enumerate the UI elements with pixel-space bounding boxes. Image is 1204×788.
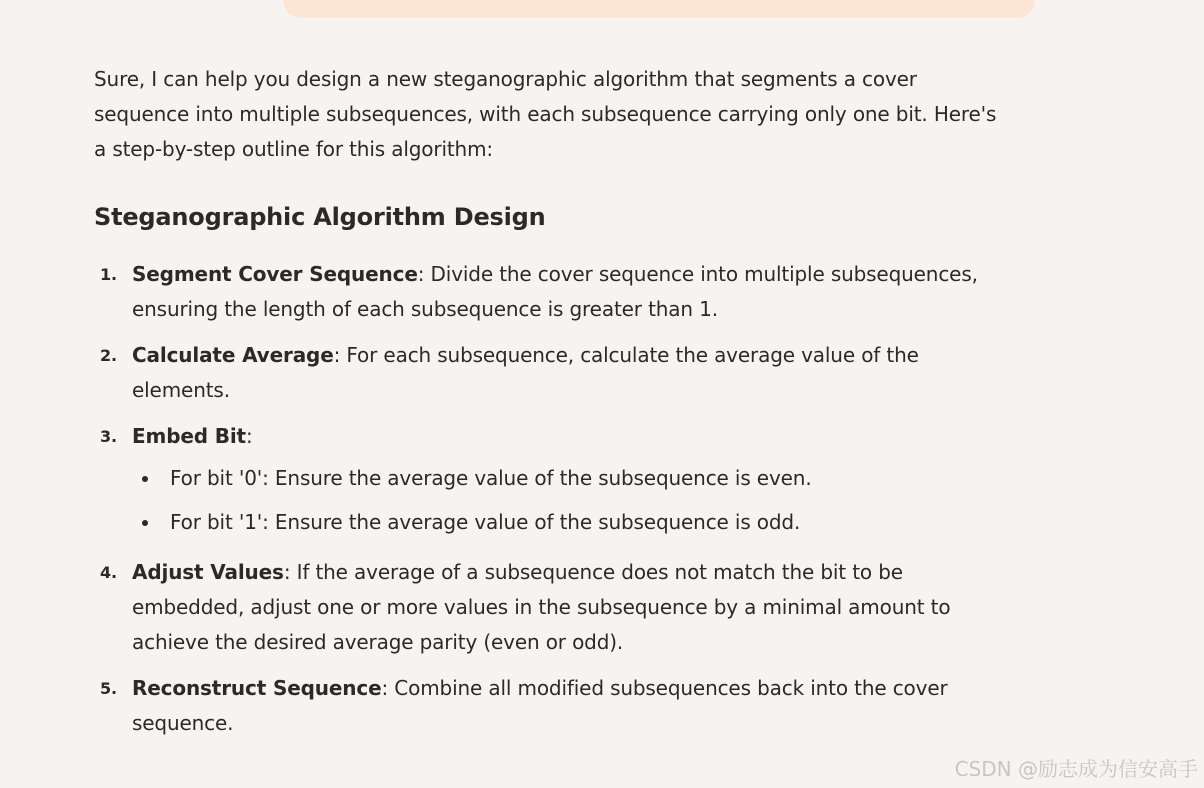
bullet-item	[132, 461, 1014, 496]
step-number: 2.	[100, 346, 117, 365]
steps-list	[94, 257, 1014, 741]
bullet-dot-icon	[142, 520, 148, 526]
step-number: 4.	[100, 563, 117, 582]
step-title: Segment Cover Sequence	[132, 262, 418, 286]
step-title: Adjust Values	[132, 560, 284, 584]
step-text: :	[245, 424, 253, 448]
bullet-text: For bit '1': Ensure the average value of the subsequence is odd.	[170, 510, 801, 534]
bullet-text: For bit '0': Ensure the average value of the subsequence is even.	[170, 466, 812, 490]
bullet-dot-icon	[142, 476, 148, 482]
step-text: : Divide the cover sequence into multiple subsequences, ensuring the length of each subsequence is greater than 1.	[132, 262, 978, 321]
step-item	[94, 671, 1014, 741]
step-text: : For each subsequence, calculate the average value of the elements.	[132, 343, 919, 402]
step-number: 5.	[100, 679, 117, 698]
step-title: Calculate Average	[132, 343, 334, 367]
step-item	[94, 257, 1014, 327]
step-title: Embed Bit	[132, 424, 246, 448]
step-item	[94, 555, 1014, 660]
section-heading: Steganographic Algorithm Design	[94, 203, 546, 231]
step-item	[94, 419, 1014, 540]
assistant-response	[94, 62, 1014, 752]
step-item	[94, 338, 1014, 408]
csdn-watermark: CSDN @励志成为信安高手	[954, 757, 1198, 781]
step-number: 3.	[100, 427, 117, 446]
step-text: : If the average of a subsequence does not match the bit to be embedded, adjust one or more values in the subsequence by a minimal amount to achieve the desired average parity (even or odd).	[132, 560, 951, 654]
previous-message-bubble	[283, 0, 1035, 18]
bullet-item	[132, 505, 1014, 540]
step-title: Reconstruct Sequence	[132, 676, 382, 700]
intro-paragraph: Sure, I can help you design a new steganographic algorithm that segments a cover sequence into multiple subsequences, with each subsequence carrying only one bit. Here's a step-by-step outline for this algorithm:	[94, 67, 997, 161]
bullet-list	[132, 461, 1014, 540]
step-number: 1.	[100, 265, 117, 284]
step-text: : Combine all modified subsequences back into the cover sequence.	[132, 676, 948, 735]
